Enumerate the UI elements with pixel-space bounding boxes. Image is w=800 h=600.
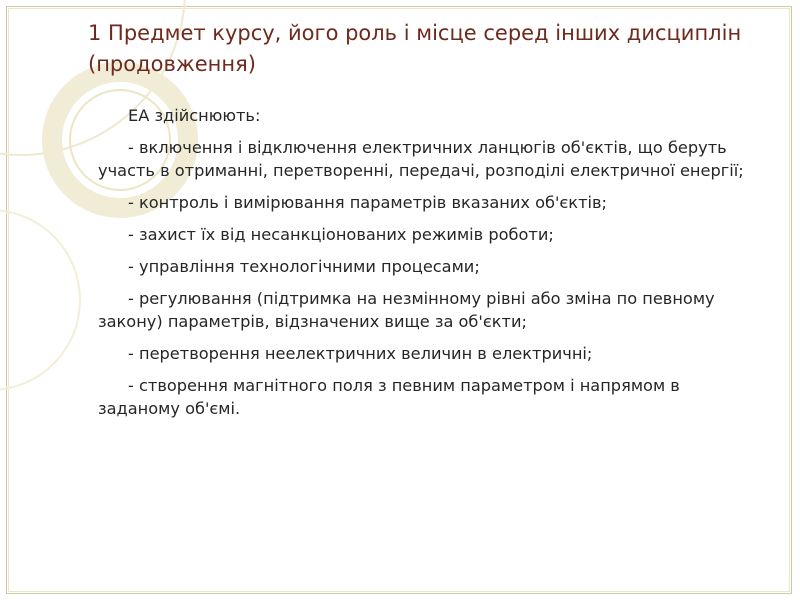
slide-body: [98, 104, 758, 429]
list-item: - захист їх від несанкціонованих режимів роботи;: [128, 225, 554, 244]
list-item: - перетворення неелектричних величин в електричні;: [128, 344, 593, 363]
list-item: - включення і відключення електричних ланцюгів об'єктів, що беруть участь в отриманні, перетворенні, передачі, розподілі електричної енергії;: [98, 138, 744, 180]
list-item: - управління технологічними процесами;: [128, 257, 480, 276]
body-intro: ЕА здійснюють:: [128, 106, 261, 125]
slide-title: 1 Предмет курсу, його роль і місце серед інших дисциплін (продовження): [88, 21, 742, 76]
list-item: - контроль і вимірювання параметрів вказаних об'єктів;: [128, 193, 607, 212]
list-item: - регулювання (підтримка на незмінному рівні або зміна по певному закону) параметрів, відзначених вище за об'єкти;: [98, 289, 715, 331]
list-item: - створення магнітного поля з певним параметром і напрямом в заданому об'ємі.: [98, 376, 680, 418]
